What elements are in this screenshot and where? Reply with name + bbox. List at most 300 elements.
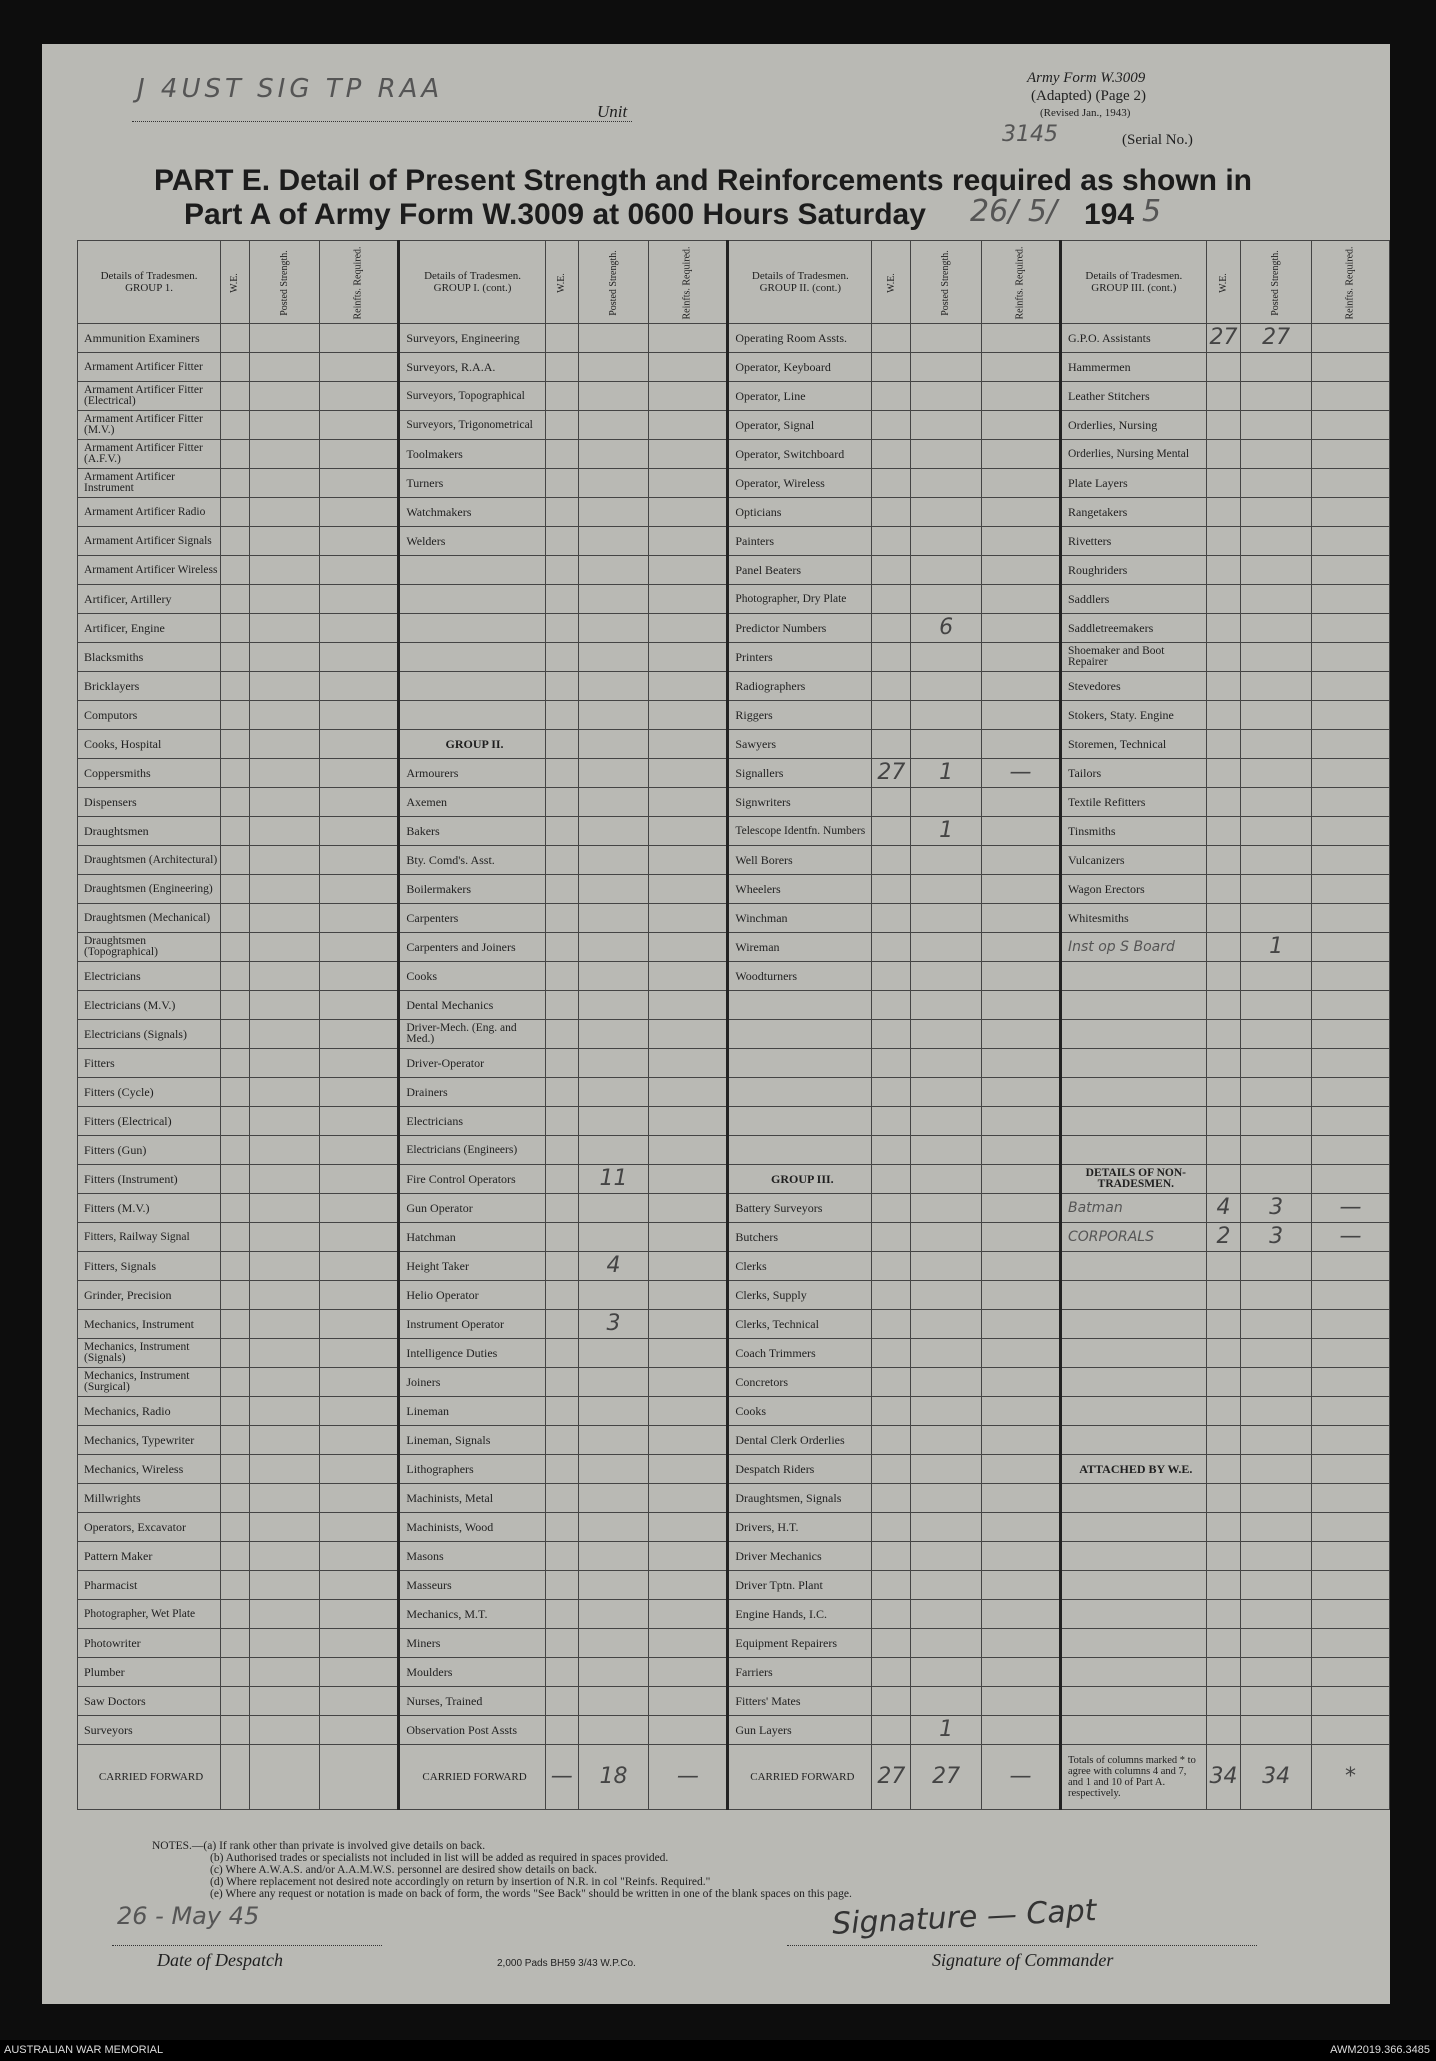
reinf-cell[interactable] [649,1542,728,1571]
posted-cell[interactable] [911,1136,982,1165]
reinf-cell[interactable] [1311,469,1389,498]
posted-cell[interactable] [249,1165,320,1194]
we-cell[interactable] [872,1281,911,1310]
posted-cell[interactable] [249,1513,320,1542]
we-cell[interactable] [545,904,578,933]
posted-cell[interactable] [1241,788,1312,817]
reinf-cell[interactable] [320,1658,399,1687]
reinf-cell[interactable] [320,701,399,730]
posted-cell[interactable] [1241,353,1312,382]
posted-cell[interactable] [911,1194,982,1223]
reinf-cell[interactable] [981,672,1060,701]
reinf-cell[interactable] [649,1426,728,1455]
we-cell[interactable] [1206,672,1241,701]
we-cell[interactable] [221,1310,250,1339]
reinf-cell[interactable] [981,1165,1060,1194]
reinf-cell[interactable] [1311,556,1389,585]
reinf-cell[interactable] [981,1600,1060,1629]
reinf-cell[interactable] [649,875,728,904]
we-cell[interactable] [545,1281,578,1310]
posted-cell[interactable] [578,1281,649,1310]
posted-cell[interactable] [249,527,320,556]
we-cell[interactable] [221,324,250,353]
we-cell[interactable] [872,1542,911,1571]
posted-cell[interactable] [249,324,320,353]
reinf-cell[interactable] [649,1687,728,1716]
we-cell[interactable] [872,730,911,759]
reinf-cell[interactable] [320,1281,399,1310]
reinf-cell[interactable] [649,1252,728,1281]
reinf-cell[interactable] [981,1513,1060,1542]
reinf-cell[interactable] [649,672,728,701]
we-cell[interactable] [872,1716,911,1745]
reinf-cell[interactable]: — [981,1745,1060,1810]
we-cell[interactable] [872,1687,911,1716]
reinf-cell[interactable] [649,846,728,875]
we-cell[interactable] [221,1513,250,1542]
reinf-cell[interactable] [649,1716,728,1745]
reinf-cell[interactable] [320,1542,399,1571]
reinf-cell[interactable]: — [1311,1223,1389,1252]
posted-cell[interactable]: 3 [1241,1194,1312,1223]
we-cell[interactable] [1206,1513,1241,1542]
we-cell[interactable] [1206,1629,1241,1658]
posted-cell[interactable] [249,1397,320,1426]
reinf-cell[interactable] [320,1745,399,1810]
posted-cell[interactable] [1241,701,1312,730]
reinf-cell[interactable] [320,585,399,614]
reinf-cell[interactable] [649,1107,728,1136]
posted-cell[interactable] [249,1455,320,1484]
posted-cell[interactable] [1241,1136,1312,1165]
posted-cell[interactable] [578,1484,649,1513]
reinf-cell[interactable] [649,1136,728,1165]
reinf-cell[interactable] [649,1368,728,1397]
reinf-cell[interactable] [320,759,399,788]
posted-cell[interactable] [249,585,320,614]
posted-cell[interactable] [249,1223,320,1252]
posted-cell[interactable] [249,382,320,411]
posted-cell[interactable] [911,701,982,730]
we-cell[interactable] [1206,1368,1241,1397]
we-cell[interactable] [872,701,911,730]
posted-cell[interactable]: 27 [1241,324,1312,353]
we-cell[interactable] [221,817,250,846]
reinf-cell[interactable] [320,1194,399,1223]
we-cell[interactable] [221,643,250,672]
posted-cell[interactable] [1241,759,1312,788]
reinf-cell[interactable] [1311,643,1389,672]
posted-cell[interactable] [911,904,982,933]
posted-cell[interactable] [249,846,320,875]
we-cell[interactable] [221,440,250,469]
reinf-cell[interactable] [1311,1136,1389,1165]
we-cell[interactable] [872,788,911,817]
reinf-cell[interactable] [981,556,1060,585]
we-cell[interactable] [872,1426,911,1455]
posted-cell[interactable] [578,991,649,1020]
posted-cell[interactable]: 3 [578,1310,649,1339]
we-cell[interactable] [221,1020,250,1049]
reinf-cell[interactable] [320,1571,399,1600]
reinf-cell[interactable] [1311,1716,1389,1745]
posted-cell[interactable] [249,788,320,817]
we-cell[interactable] [545,875,578,904]
reinf-cell[interactable] [981,469,1060,498]
we-cell[interactable] [545,1716,578,1745]
posted-cell[interactable] [578,643,649,672]
posted-cell[interactable] [249,730,320,759]
posted-cell[interactable] [911,1426,982,1455]
reinf-cell[interactable] [1311,324,1389,353]
we-cell[interactable] [221,1194,250,1223]
posted-cell[interactable] [249,411,320,440]
reinf-cell[interactable] [981,1339,1060,1368]
we-cell[interactable] [545,1600,578,1629]
we-cell[interactable] [221,1281,250,1310]
reinf-cell[interactable] [320,440,399,469]
we-cell[interactable] [545,614,578,643]
reinf-cell[interactable] [320,1252,399,1281]
reinf-cell[interactable] [320,324,399,353]
we-cell[interactable] [221,1571,250,1600]
posted-cell[interactable] [911,1223,982,1252]
posted-cell[interactable] [249,962,320,991]
posted-cell[interactable] [578,1600,649,1629]
we-cell[interactable] [545,788,578,817]
posted-cell[interactable] [911,1020,982,1049]
we-cell[interactable] [1206,1397,1241,1426]
we-cell[interactable] [872,324,911,353]
reinf-cell[interactable] [649,1629,728,1658]
posted-cell[interactable]: 1 [1241,933,1312,962]
reinf-cell[interactable] [1311,1252,1389,1281]
reinf-cell[interactable] [320,353,399,382]
posted-cell[interactable] [249,1542,320,1571]
posted-cell[interactable] [911,411,982,440]
we-cell[interactable] [1206,614,1241,643]
reinf-cell[interactable] [649,1281,728,1310]
posted-cell[interactable] [249,933,320,962]
reinf-cell[interactable] [981,614,1060,643]
we-cell[interactable] [1206,1281,1241,1310]
posted-cell[interactable] [249,1600,320,1629]
posted-cell[interactable] [578,1107,649,1136]
we-cell[interactable] [1206,1339,1241,1368]
we-cell[interactable]: 27 [872,759,911,788]
posted-cell[interactable] [578,1368,649,1397]
we-cell[interactable] [221,1542,250,1571]
posted-cell[interactable] [249,1252,320,1281]
we-cell[interactable] [221,962,250,991]
posted-cell[interactable]: 3 [1241,1223,1312,1252]
posted-cell[interactable] [1241,1716,1312,1745]
reinf-cell[interactable] [649,701,728,730]
we-cell[interactable] [872,1339,911,1368]
we-cell[interactable] [221,469,250,498]
posted-cell[interactable] [578,498,649,527]
we-cell[interactable] [872,585,911,614]
we-cell[interactable] [1206,643,1241,672]
posted-cell[interactable] [911,643,982,672]
posted-cell[interactable] [1241,1571,1312,1600]
posted-cell[interactable] [1241,1687,1312,1716]
reinf-cell[interactable] [649,1600,728,1629]
we-cell[interactable] [1206,701,1241,730]
we-cell[interactable] [872,527,911,556]
reinf-cell[interactable] [649,1455,728,1484]
reinf-cell[interactable] [649,1310,728,1339]
reinf-cell[interactable] [649,1397,728,1426]
reinf-cell[interactable] [1311,411,1389,440]
we-cell[interactable] [872,1223,911,1252]
posted-cell[interactable] [249,1571,320,1600]
posted-cell[interactable] [911,933,982,962]
we-cell[interactable] [221,1455,250,1484]
we-cell[interactable] [221,1049,250,1078]
reinf-cell[interactable] [649,962,728,991]
reinf-cell[interactable] [1311,353,1389,382]
posted-cell[interactable] [578,1629,649,1658]
we-cell[interactable] [221,1252,250,1281]
reinf-cell[interactable] [981,1252,1060,1281]
we-cell[interactable] [872,1252,911,1281]
reinf-cell[interactable] [320,1136,399,1165]
reinf-cell[interactable] [981,1426,1060,1455]
posted-cell[interactable] [1241,1368,1312,1397]
posted-cell[interactable] [911,1542,982,1571]
we-cell[interactable] [221,1716,250,1745]
reinf-cell[interactable] [1311,933,1389,962]
we-cell[interactable] [221,1397,250,1426]
posted-cell[interactable] [578,440,649,469]
posted-cell[interactable] [249,904,320,933]
posted-cell[interactable] [1241,469,1312,498]
we-cell[interactable] [1206,353,1241,382]
we-cell[interactable] [545,1542,578,1571]
we-cell[interactable] [872,440,911,469]
reinf-cell[interactable] [981,1397,1060,1426]
posted-cell[interactable] [249,1658,320,1687]
reinf-cell[interactable] [1311,1397,1389,1426]
reinf-cell[interactable] [981,730,1060,759]
reinf-cell[interactable] [320,1716,399,1745]
reinf-cell[interactable] [320,382,399,411]
we-cell[interactable] [221,585,250,614]
we-cell[interactable] [1206,1310,1241,1339]
posted-cell[interactable]: 27 [911,1745,982,1810]
posted-cell[interactable]: 6 [911,614,982,643]
we-cell[interactable] [1206,1078,1241,1107]
posted-cell[interactable] [249,498,320,527]
we-cell[interactable] [221,498,250,527]
posted-cell[interactable] [1241,672,1312,701]
we-cell[interactable] [872,1368,911,1397]
we-cell[interactable] [545,1107,578,1136]
reinf-cell[interactable] [649,411,728,440]
posted-cell[interactable] [1241,875,1312,904]
we-cell[interactable] [221,411,250,440]
posted-cell[interactable] [578,1194,649,1223]
posted-cell[interactable]: 11 [578,1165,649,1194]
reinf-cell[interactable] [649,585,728,614]
we-cell[interactable] [872,672,911,701]
posted-cell[interactable] [911,1600,982,1629]
we-cell[interactable] [545,1629,578,1658]
posted-cell[interactable] [1241,1629,1312,1658]
posted-cell[interactable] [578,701,649,730]
we-cell[interactable] [221,353,250,382]
posted-cell[interactable] [911,846,982,875]
we-cell[interactable] [872,1310,911,1339]
posted-cell[interactable] [1241,1310,1312,1339]
we-cell[interactable] [1206,1049,1241,1078]
reinf-cell[interactable] [320,1484,399,1513]
we-cell[interactable] [872,846,911,875]
reinf-cell[interactable] [320,1020,399,1049]
we-cell[interactable] [1206,527,1241,556]
posted-cell[interactable] [911,324,982,353]
reinf-cell[interactable] [649,759,728,788]
posted-cell[interactable] [249,1107,320,1136]
we-cell[interactable] [1206,991,1241,1020]
reinf-cell[interactable] [649,382,728,411]
reinf-cell[interactable] [649,498,728,527]
we-cell[interactable] [1206,1484,1241,1513]
reinf-cell[interactable] [981,382,1060,411]
we-cell[interactable] [872,817,911,846]
we-cell[interactable] [872,614,911,643]
we-cell[interactable] [221,701,250,730]
reinf-cell[interactable] [320,1600,399,1629]
posted-cell[interactable] [578,672,649,701]
we-cell[interactable] [545,353,578,382]
reinf-cell[interactable] [320,962,399,991]
reinf-cell[interactable] [649,817,728,846]
posted-cell[interactable] [911,1455,982,1484]
we-cell[interactable] [221,1078,250,1107]
posted-cell[interactable] [249,875,320,904]
we-cell[interactable] [545,701,578,730]
we-cell[interactable] [872,1600,911,1629]
posted-cell[interactable] [249,1716,320,1745]
posted-cell[interactable] [578,1513,649,1542]
we-cell[interactable] [1206,440,1241,469]
reinf-cell[interactable] [1311,817,1389,846]
posted-cell[interactable] [911,556,982,585]
we-cell[interactable] [1206,1542,1241,1571]
we-cell[interactable] [872,411,911,440]
posted-cell[interactable]: 4 [578,1252,649,1281]
reinf-cell[interactable] [1311,788,1389,817]
we-cell[interactable] [545,1136,578,1165]
we-cell[interactable] [221,904,250,933]
we-cell[interactable] [1206,1020,1241,1049]
we-cell[interactable]: 27 [1206,324,1241,353]
reinf-cell[interactable] [1311,1687,1389,1716]
we-cell[interactable] [1206,1658,1241,1687]
we-cell[interactable] [872,382,911,411]
reinf-cell[interactable] [649,614,728,643]
posted-cell[interactable]: 18 [578,1745,649,1810]
reinf-cell[interactable] [320,1223,399,1252]
reinf-cell[interactable] [649,643,728,672]
we-cell[interactable] [221,1426,250,1455]
reinf-cell[interactable] [1311,1542,1389,1571]
posted-cell[interactable] [1241,585,1312,614]
we-cell[interactable] [221,527,250,556]
posted-cell[interactable] [578,382,649,411]
posted-cell[interactable] [1241,1455,1312,1484]
we-cell[interactable] [221,556,250,585]
we-cell[interactable]: 2 [1206,1223,1241,1252]
posted-cell[interactable] [578,1455,649,1484]
reinf-cell[interactable] [320,1078,399,1107]
we-cell[interactable] [545,1165,578,1194]
reinf-cell[interactable] [981,1687,1060,1716]
we-cell[interactable] [872,1484,911,1513]
reinf-cell[interactable] [320,498,399,527]
reinf-cell[interactable] [1311,962,1389,991]
reinf-cell[interactable] [320,1426,399,1455]
posted-cell[interactable] [1241,498,1312,527]
posted-cell[interactable] [911,672,982,701]
reinf-cell[interactable] [1311,440,1389,469]
we-cell[interactable] [545,1339,578,1368]
posted-cell[interactable] [1241,904,1312,933]
posted-cell[interactable] [911,440,982,469]
posted-cell[interactable] [578,817,649,846]
we-cell[interactable] [545,1194,578,1223]
we-cell[interactable] [545,469,578,498]
we-cell[interactable] [221,1687,250,1716]
we-cell[interactable] [872,1049,911,1078]
posted-cell[interactable] [911,1078,982,1107]
we-cell[interactable] [545,1687,578,1716]
posted-cell[interactable] [1241,1513,1312,1542]
reinf-cell[interactable] [981,904,1060,933]
we-cell[interactable] [1206,1165,1241,1194]
we-cell[interactable] [872,1513,911,1542]
posted-cell[interactable] [249,1310,320,1339]
we-cell[interactable] [221,672,250,701]
reinf-cell[interactable] [649,1658,728,1687]
reinf-cell[interactable] [320,904,399,933]
we-cell[interactable] [872,904,911,933]
reinf-cell[interactable] [981,440,1060,469]
reinf-cell[interactable] [981,991,1060,1020]
reinf-cell[interactable]: — [1311,1194,1389,1223]
reinf-cell[interactable] [981,788,1060,817]
reinf-cell[interactable] [649,556,728,585]
posted-cell[interactable] [1241,1252,1312,1281]
we-cell[interactable] [872,1455,911,1484]
reinf-cell[interactable] [1311,1629,1389,1658]
reinf-cell[interactable] [981,353,1060,382]
posted-cell[interactable] [1241,382,1312,411]
reinf-cell[interactable] [320,1397,399,1426]
we-cell[interactable] [1206,788,1241,817]
we-cell[interactable] [1206,1455,1241,1484]
we-cell[interactable] [221,1600,250,1629]
posted-cell[interactable] [911,962,982,991]
we-cell[interactable] [1206,1107,1241,1136]
we-cell[interactable] [545,1078,578,1107]
we-cell[interactable] [872,991,911,1020]
reinf-cell[interactable] [649,353,728,382]
reinf-cell[interactable] [1311,1455,1389,1484]
posted-cell[interactable]: 34 [1241,1745,1312,1810]
